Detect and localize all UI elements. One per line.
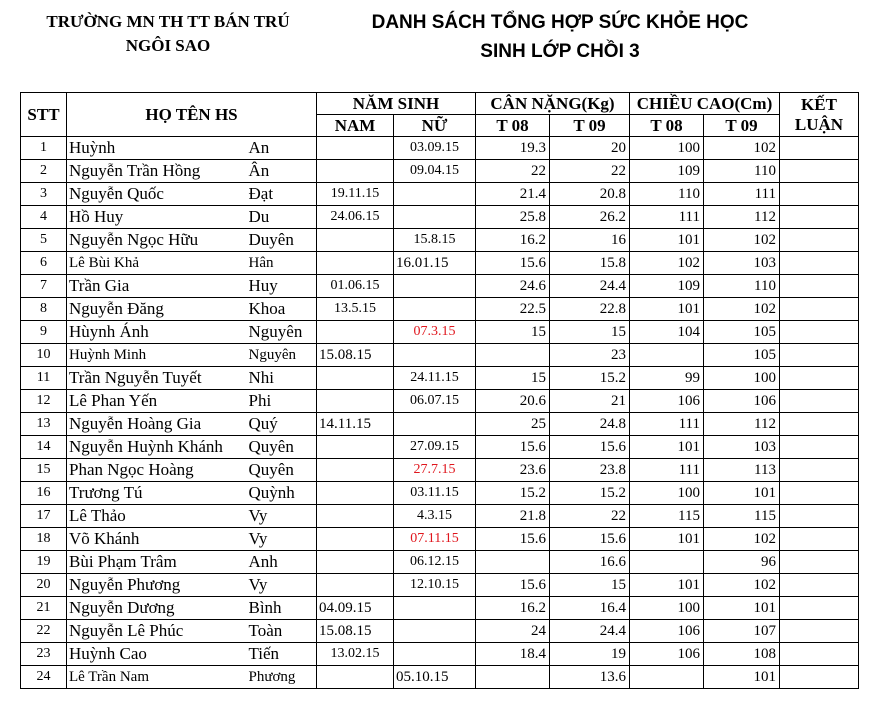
weight-t08: 15.6 (476, 528, 550, 551)
header-height-t08: T 08 (630, 115, 704, 137)
conclusion (780, 367, 859, 390)
height-t08: 109 (630, 275, 704, 298)
birth-male (317, 574, 394, 597)
birth-female (394, 344, 476, 367)
weight-t08 (476, 666, 550, 689)
table-body (21, 137, 859, 689)
conclusion (780, 436, 859, 459)
conclusion (780, 574, 859, 597)
weight-t08: 15.6 (476, 252, 550, 275)
student-given-name: Duyên (247, 229, 317, 252)
birth-female: 24.11.15 (394, 367, 476, 390)
student-surname: Nguyễn Trần Hồng (67, 160, 247, 183)
table-row (21, 206, 859, 229)
height-t09: 108 (704, 643, 780, 666)
row-number: 12 (21, 390, 67, 413)
row-number: 4 (21, 206, 67, 229)
weight-t08 (476, 344, 550, 367)
weight-t08: 15.6 (476, 436, 550, 459)
birth-male: 19.11.15 (317, 183, 394, 206)
weight-t09: 15.6 (550, 528, 630, 551)
student-surname: Nguyễn Đăng (67, 298, 247, 321)
birth-male (317, 528, 394, 551)
weight-t09: 23.8 (550, 459, 630, 482)
weight-t08: 21.8 (476, 505, 550, 528)
student-surname: Huỳnh Minh (67, 344, 247, 367)
birth-female: 06.07.15 (394, 390, 476, 413)
birth-male (317, 482, 394, 505)
weight-t09: 15.2 (550, 482, 630, 505)
table-row (21, 666, 859, 689)
birth-female (394, 275, 476, 298)
conclusion (780, 137, 859, 160)
weight-t09: 24.4 (550, 275, 630, 298)
height-t08: 106 (630, 643, 704, 666)
student-given-name: Huy (247, 275, 317, 298)
weight-t09: 15.8 (550, 252, 630, 275)
weight-t08: 23.6 (476, 459, 550, 482)
height-t09: 112 (704, 206, 780, 229)
weight-t08: 15.2 (476, 482, 550, 505)
student-given-name: Phi (247, 390, 317, 413)
row-number: 14 (21, 436, 67, 459)
height-t08: 111 (630, 206, 704, 229)
header-height-t09: T 09 (704, 115, 780, 137)
health-table (20, 92, 859, 689)
header-height: CHIỀU CAO(Cm) (630, 93, 780, 115)
birth-female (394, 620, 476, 643)
table-row (21, 528, 859, 551)
table-row (21, 436, 859, 459)
height-t09: 102 (704, 528, 780, 551)
header-weight-t09: T 09 (550, 115, 630, 137)
student-surname: Trần Gia (67, 275, 247, 298)
student-given-name: Quyên (247, 459, 317, 482)
weight-t08: 22 (476, 160, 550, 183)
student-surname: Nguyễn Hoàng Gia (67, 413, 247, 436)
birth-male (317, 321, 394, 344)
document-title-line2: SINH LỚP CHỒI 3 (480, 41, 640, 62)
height-t09: 103 (704, 252, 780, 275)
header-male: NAM (317, 115, 394, 137)
student-given-name: Toàn (247, 620, 317, 643)
row-number: 18 (21, 528, 67, 551)
row-number: 1 (21, 137, 67, 160)
header-weight: CÂN NẶNG(Kg) (476, 93, 630, 115)
birth-female: 15.8.15 (394, 229, 476, 252)
birth-male: 24.06.15 (317, 206, 394, 229)
birth-male: 13.02.15 (317, 643, 394, 666)
height-t08: 100 (630, 597, 704, 620)
height-t08: 106 (630, 390, 704, 413)
row-number: 6 (21, 252, 67, 275)
height-t09: 102 (704, 229, 780, 252)
table-row (21, 574, 859, 597)
student-surname: Lê Thảo (67, 505, 247, 528)
birth-male: 04.09.15 (317, 597, 394, 620)
birth-male (317, 367, 394, 390)
weight-t09: 23 (550, 344, 630, 367)
student-given-name: Hân (247, 252, 317, 275)
birth-female (394, 597, 476, 620)
table-row (21, 298, 859, 321)
student-surname: Huỳnh Cao (67, 643, 247, 666)
height-t09: 102 (704, 137, 780, 160)
student-given-name: Khoa (247, 298, 317, 321)
student-surname: Hùynh Ánh (67, 321, 247, 344)
height-t08: 109 (630, 160, 704, 183)
conclusion (780, 160, 859, 183)
weight-t08: 21.4 (476, 183, 550, 206)
weight-t09: 16 (550, 229, 630, 252)
weight-t08: 16.2 (476, 597, 550, 620)
table-row (21, 137, 859, 160)
table-row (21, 597, 859, 620)
student-given-name: Vy (247, 505, 317, 528)
birth-male (317, 505, 394, 528)
weight-t08: 22.5 (476, 298, 550, 321)
height-t08: 106 (630, 620, 704, 643)
birth-female: 27.09.15 (394, 436, 476, 459)
height-t09: 115 (704, 505, 780, 528)
height-t08: 99 (630, 367, 704, 390)
student-given-name: Tiến (247, 643, 317, 666)
row-number: 7 (21, 275, 67, 298)
row-number: 22 (21, 620, 67, 643)
student-surname: Phan Ngọc Hoàng (67, 459, 247, 482)
birth-female (394, 183, 476, 206)
birth-female: 12.10.15 (394, 574, 476, 597)
row-number: 19 (21, 551, 67, 574)
student-given-name: Quỳnh (247, 482, 317, 505)
conclusion (780, 206, 859, 229)
row-number: 8 (21, 298, 67, 321)
height-t08: 102 (630, 252, 704, 275)
student-surname: Lê Bùi Khả (67, 252, 247, 275)
table-row (21, 160, 859, 183)
student-surname: Lê Trần Nam (67, 666, 247, 689)
conclusion (780, 344, 859, 367)
height-t09: 105 (704, 344, 780, 367)
student-given-name: Du (247, 206, 317, 229)
birth-male: 01.06.15 (317, 275, 394, 298)
weight-t08: 15.6 (476, 574, 550, 597)
row-number: 17 (21, 505, 67, 528)
height-t08 (630, 666, 704, 689)
birth-female (394, 413, 476, 436)
weight-t09: 20 (550, 137, 630, 160)
height-t08: 100 (630, 137, 704, 160)
birth-male (317, 160, 394, 183)
height-t08: 111 (630, 459, 704, 482)
conclusion (780, 666, 859, 689)
height-t08: 101 (630, 528, 704, 551)
weight-t08: 25 (476, 413, 550, 436)
document-title (300, 8, 820, 66)
header-weight-t08: T 08 (476, 115, 550, 137)
weight-t08: 24 (476, 620, 550, 643)
header-conclusion-line1: KẾT (801, 94, 837, 114)
school-name-line2: NGÔI SAO (125, 36, 211, 55)
birth-female (394, 298, 476, 321)
table-row (21, 551, 859, 574)
birth-female: 05.10.15 (394, 666, 476, 689)
height-t08: 101 (630, 574, 704, 597)
birth-male (317, 551, 394, 574)
height-t09: 107 (704, 620, 780, 643)
student-given-name: Nhi (247, 367, 317, 390)
height-t09: 110 (704, 275, 780, 298)
birth-female: 4.3.15 (394, 505, 476, 528)
row-number: 11 (21, 367, 67, 390)
conclusion (780, 298, 859, 321)
header-female: NỮ (394, 115, 476, 137)
birth-male: 15.08.15 (317, 620, 394, 643)
student-given-name: Quyên (247, 436, 317, 459)
birth-female: 03.11.15 (394, 482, 476, 505)
conclusion (780, 229, 859, 252)
birth-female (394, 643, 476, 666)
student-surname: Nguyễn Lê Phúc (67, 620, 247, 643)
table-row (21, 229, 859, 252)
weight-t09: 24.4 (550, 620, 630, 643)
student-surname: Hồ Huy (67, 206, 247, 229)
student-given-name: Ân (247, 160, 317, 183)
header-conclusion (780, 93, 859, 137)
table-row (21, 643, 859, 666)
weight-t09: 16.6 (550, 551, 630, 574)
table-row (21, 390, 859, 413)
row-number: 5 (21, 229, 67, 252)
student-given-name: Quý (247, 413, 317, 436)
weight-t08: 16.2 (476, 229, 550, 252)
student-given-name: Phương (247, 666, 317, 689)
weight-t09: 16.4 (550, 597, 630, 620)
student-given-name: An (247, 137, 317, 160)
birth-male (317, 666, 394, 689)
weight-t08 (476, 551, 550, 574)
student-given-name: Anh (247, 551, 317, 574)
birth-male (317, 390, 394, 413)
conclusion (780, 597, 859, 620)
conclusion (780, 643, 859, 666)
weight-t09: 24.8 (550, 413, 630, 436)
birth-female (394, 206, 476, 229)
conclusion (780, 183, 859, 206)
height-t08: 115 (630, 505, 704, 528)
row-number: 10 (21, 344, 67, 367)
height-t09: 101 (704, 666, 780, 689)
conclusion (780, 528, 859, 551)
row-number: 3 (21, 183, 67, 206)
header-birth-year: NĂM SINH (317, 93, 476, 115)
height-t08: 101 (630, 436, 704, 459)
height-t08: 104 (630, 321, 704, 344)
height-t09: 101 (704, 482, 780, 505)
student-surname: Trần Nguyễn Tuyết (67, 367, 247, 390)
student-given-name: Vy (247, 574, 317, 597)
student-surname: Lê Phan Yến (67, 390, 247, 413)
student-surname: Huỳnh (67, 137, 247, 160)
student-given-name: Bình (247, 597, 317, 620)
weight-t08: 18.4 (476, 643, 550, 666)
table-row (21, 620, 859, 643)
height-t09: 112 (704, 413, 780, 436)
table-row (21, 505, 859, 528)
height-t09: 101 (704, 597, 780, 620)
height-t08: 111 (630, 413, 704, 436)
table-row (21, 413, 859, 436)
birth-female: 16.01.15 (394, 252, 476, 275)
birth-female: 27.7.15 (394, 459, 476, 482)
weight-t08: 20.6 (476, 390, 550, 413)
conclusion (780, 459, 859, 482)
row-number: 13 (21, 413, 67, 436)
student-surname: Bùi Phạm Trâm (67, 551, 247, 574)
table-row (21, 183, 859, 206)
height-t08: 110 (630, 183, 704, 206)
table-row (21, 482, 859, 505)
weight-t08: 15 (476, 321, 550, 344)
weight-t09: 19 (550, 643, 630, 666)
weight-t09: 20.8 (550, 183, 630, 206)
student-given-name: Vy (247, 528, 317, 551)
height-t09: 111 (704, 183, 780, 206)
student-surname: Nguyễn Ngọc Hữu (67, 229, 247, 252)
height-t08: 101 (630, 298, 704, 321)
student-given-name: Nguyên (247, 344, 317, 367)
height-t08 (630, 551, 704, 574)
height-t09: 106 (704, 390, 780, 413)
weight-t09: 15.2 (550, 367, 630, 390)
weight-t08: 19.3 (476, 137, 550, 160)
birth-female: 06.12.15 (394, 551, 476, 574)
header-stt: STT (21, 93, 67, 137)
height-t09: 110 (704, 160, 780, 183)
birth-male (317, 137, 394, 160)
weight-t08: 24.6 (476, 275, 550, 298)
height-t09: 103 (704, 436, 780, 459)
weight-t08: 25.8 (476, 206, 550, 229)
document-title-line1: DANH SÁCH TỔNG HỢP SỨC KHỎE HỌC (371, 12, 749, 33)
weight-t09: 22 (550, 505, 630, 528)
table-row (21, 344, 859, 367)
conclusion (780, 505, 859, 528)
row-number: 2 (21, 160, 67, 183)
conclusion (780, 620, 859, 643)
student-surname: Trương Tú (67, 482, 247, 505)
weight-t08: 15 (476, 367, 550, 390)
height-t08: 101 (630, 229, 704, 252)
conclusion (780, 252, 859, 275)
birth-female: 07.11.15 (394, 528, 476, 551)
student-surname: Nguyễn Phương (67, 574, 247, 597)
student-given-name: Nguyên (247, 321, 317, 344)
weight-t09: 15.6 (550, 436, 630, 459)
birth-male (317, 459, 394, 482)
table-row (21, 321, 859, 344)
row-number: 23 (21, 643, 67, 666)
height-t08 (630, 344, 704, 367)
weight-t09: 22.8 (550, 298, 630, 321)
student-surname: Nguyễn Quốc (67, 183, 247, 206)
weight-t09: 26.2 (550, 206, 630, 229)
conclusion (780, 413, 859, 436)
conclusion (780, 390, 859, 413)
row-number: 21 (21, 597, 67, 620)
height-t09: 102 (704, 574, 780, 597)
birth-male (317, 252, 394, 275)
school-name-line1: TRƯỜNG MN TH TT BÁN TRÚ (46, 12, 290, 31)
birth-male (317, 229, 394, 252)
student-surname: Võ Khánh (67, 528, 247, 551)
student-given-name: Đạt (247, 183, 317, 206)
weight-t09: 21 (550, 390, 630, 413)
birth-female: 09.04.15 (394, 160, 476, 183)
height-t09: 100 (704, 367, 780, 390)
row-number: 20 (21, 574, 67, 597)
student-surname: Nguyễn Dương (67, 597, 247, 620)
row-number: 15 (21, 459, 67, 482)
height-t09: 105 (704, 321, 780, 344)
conclusion (780, 321, 859, 344)
header-conclusion-line2: LUẬN (794, 114, 844, 134)
height-t09: 113 (704, 459, 780, 482)
student-surname: Nguyễn Huỳnh Khánh (67, 436, 247, 459)
weight-t09: 15 (550, 574, 630, 597)
birth-male: 14.11.15 (317, 413, 394, 436)
header-name: HỌ TÊN HS (67, 93, 317, 137)
weight-t09: 13.6 (550, 666, 630, 689)
row-number: 9 (21, 321, 67, 344)
row-number: 24 (21, 666, 67, 689)
conclusion (780, 482, 859, 505)
height-t09: 102 (704, 298, 780, 321)
table-row (21, 459, 859, 482)
conclusion (780, 551, 859, 574)
birth-female: 07.3.15 (394, 321, 476, 344)
weight-t09: 22 (550, 160, 630, 183)
weight-t09: 15 (550, 321, 630, 344)
birth-female: 03.09.15 (394, 137, 476, 160)
height-t08: 100 (630, 482, 704, 505)
conclusion (780, 275, 859, 298)
table-row (21, 252, 859, 275)
table-row (21, 275, 859, 298)
height-t09: 96 (704, 551, 780, 574)
birth-male: 15.08.15 (317, 344, 394, 367)
birth-male (317, 436, 394, 459)
school-name (18, 10, 318, 58)
table-row (21, 367, 859, 390)
birth-male: 13.5.15 (317, 298, 394, 321)
row-number: 16 (21, 482, 67, 505)
